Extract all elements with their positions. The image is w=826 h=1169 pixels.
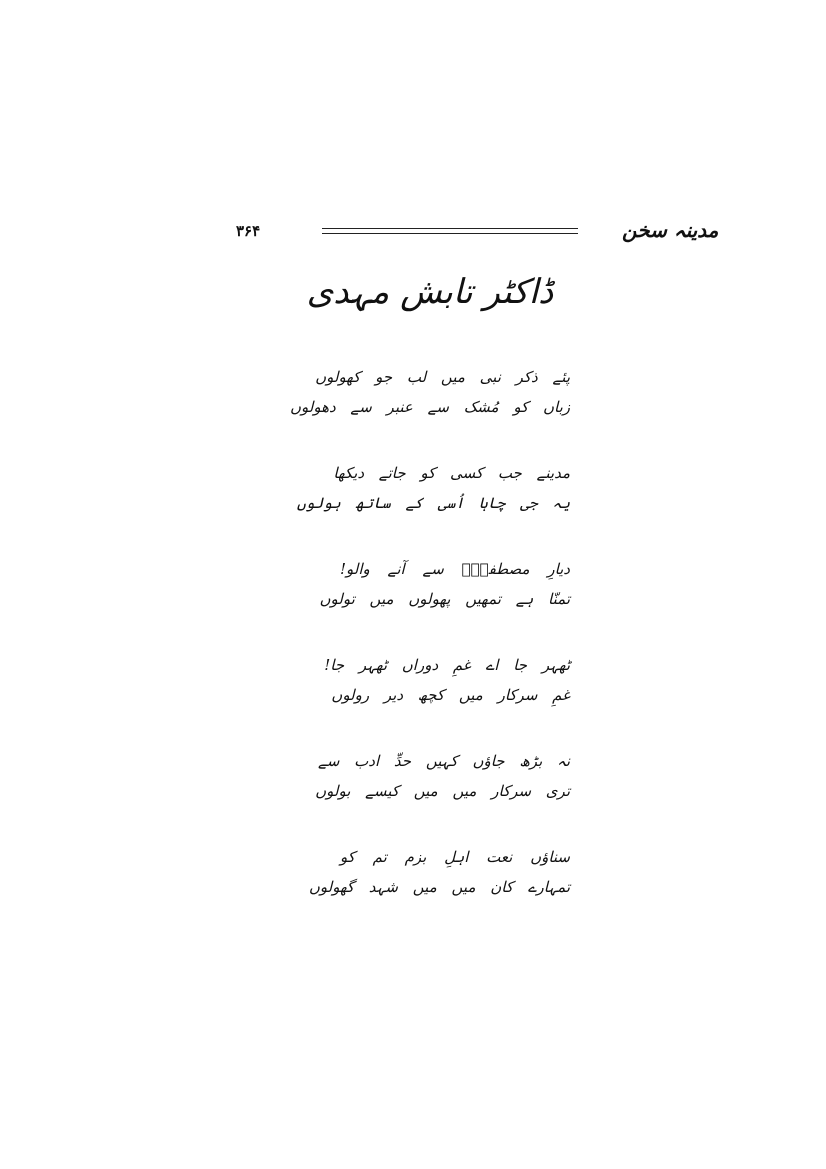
verse-line: ٹھہر جا اے غمِ دوراں ٹھہر جا! [324,656,570,674]
header-rule-bottom [322,233,578,234]
book-title: مدینہ سخن [622,218,719,242]
couplet [324,650,570,710]
verse-line: غمِ سرکار میں کچھ دیر رولوں [331,686,570,704]
couplet [315,746,570,806]
poet-title: ڈاکٹر تابش مہدی [306,272,554,312]
verse-line: سناؤں نعت اہلِ بزم تم کو [340,848,570,866]
page-number: ۳۶۴ [236,222,261,240]
couplet [296,458,570,518]
poem [289,362,570,938]
verse-line: تمہارے کان میں میں شہد گھولوں [308,878,570,896]
couplet [319,554,570,614]
couplet [308,842,570,902]
verse-line: تری سرکار میں میں کیسے بولوں [315,782,570,800]
couplet [289,362,570,422]
verse-line: دیارِ مصطفیٰؐ سے آنے والو! [340,560,570,578]
verse-line: تمنّا ہے تمھیں پھولوں میں تولوں [319,590,570,608]
header-rule-top [322,228,578,229]
verse-line: نہ بڑھ جاؤں کہیں حدِّ ادب سے [318,752,570,770]
verse-line: پئے ذکر نبی میں لب جو کھولوں [315,368,570,386]
verse-line: مدینے جب کسی کو جاتے دیکھا [333,464,570,482]
verse-line: یہ جی چاہا اُسی کے ساتھ ہولوں [296,494,570,512]
verse-line: زباں کو مُشک سے عنبر سے دھولوں [289,398,570,416]
